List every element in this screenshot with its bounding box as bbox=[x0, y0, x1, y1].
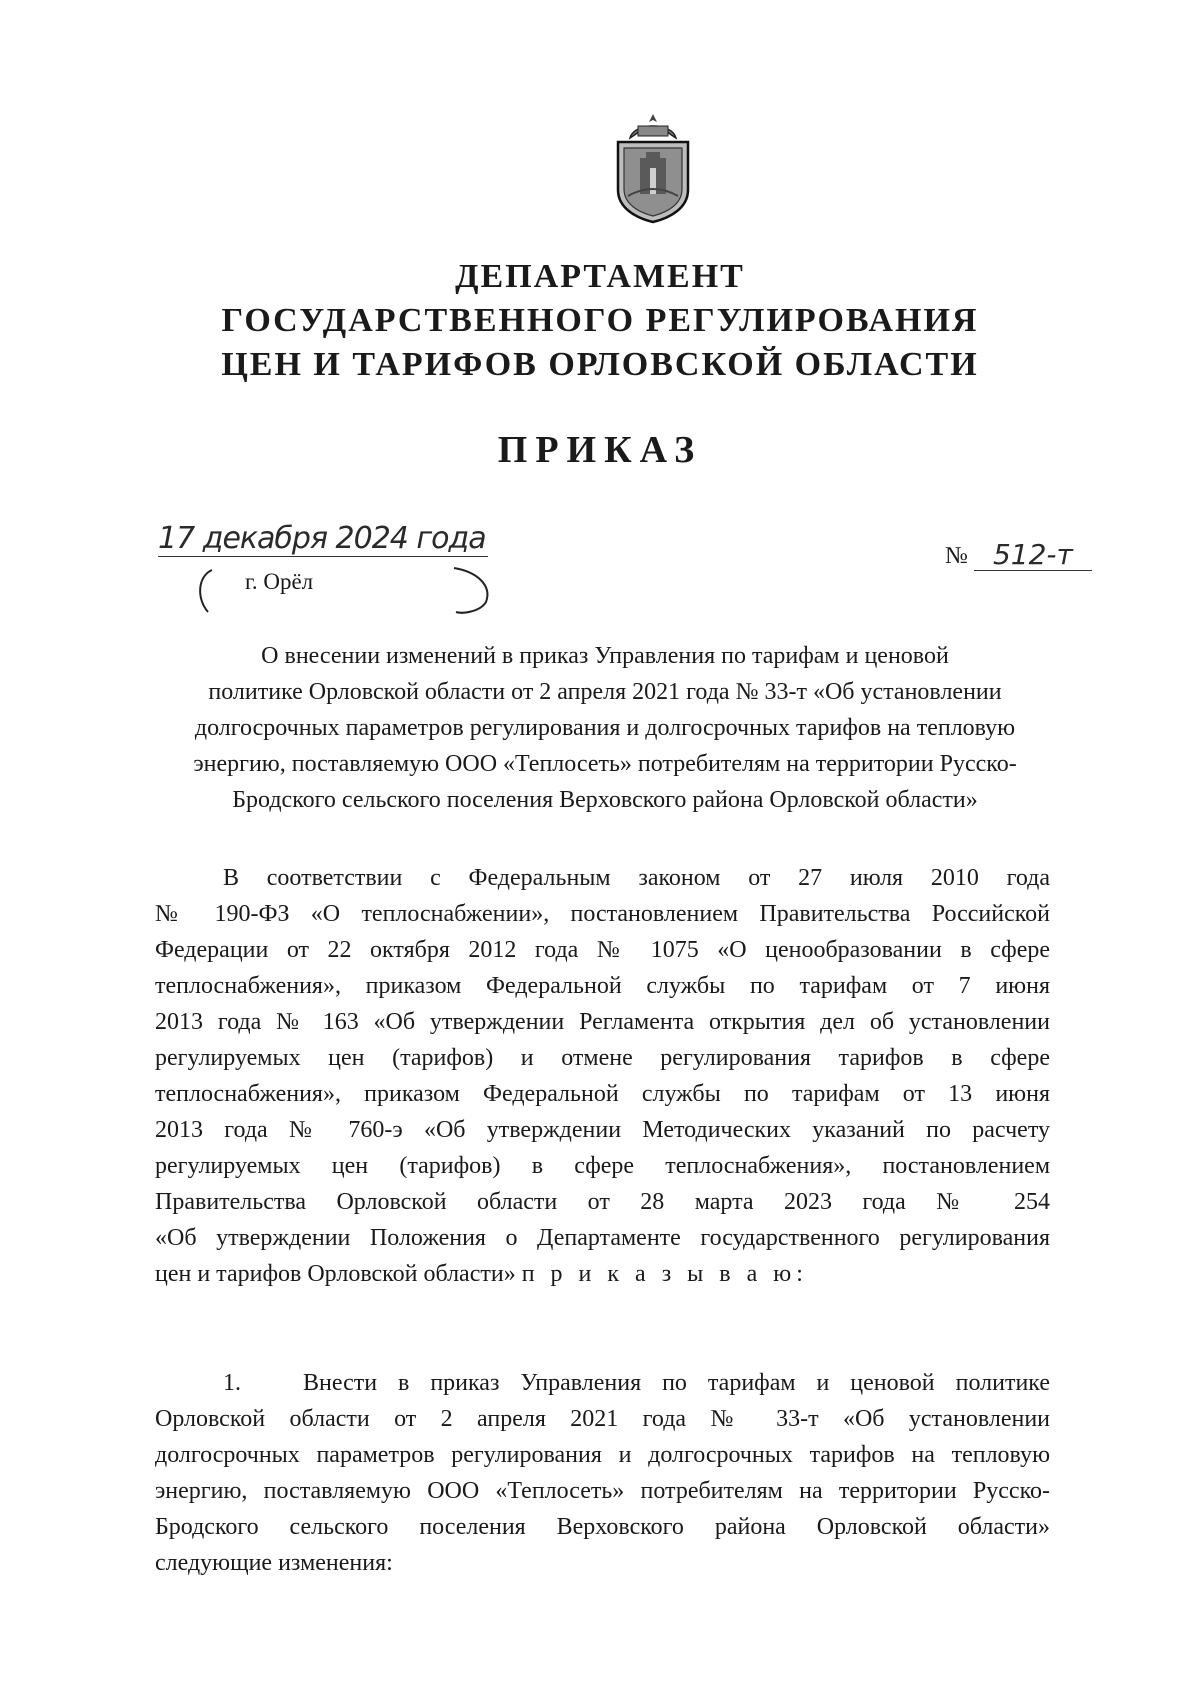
coat-of-arms-icon bbox=[610, 112, 696, 224]
subject-line: Бродского сельского поселения Верховского района Орловской области» bbox=[232, 787, 978, 813]
preamble-line: «Об утверждении Положения о Департаменте государственного регулирования bbox=[155, 1225, 1050, 1251]
order-subject bbox=[155, 638, 1055, 818]
subject-line: долгосрочных параметров регулирования и долгосрочных тарифов на тепловую bbox=[194, 715, 1016, 741]
handwritten-date: 17 декабря 2024 года bbox=[158, 522, 488, 557]
department-line-2: ГОСУДАРСТВЕННОГО РЕГУЛИРОВАНИЯ bbox=[221, 302, 979, 339]
preamble-line: регулируемых цен (тарифов) и отмене регулирования тарифов в сфере bbox=[155, 1045, 1050, 1071]
item-1-line: следующие изменения: bbox=[155, 1550, 393, 1576]
number-sign: № bbox=[945, 543, 968, 569]
preamble-line: Правительства Орловской области от 28 марта 2023 года № 254 bbox=[155, 1189, 1050, 1215]
item-1-paragraph bbox=[155, 1365, 1050, 1581]
item-1-first-line bbox=[155, 1365, 1050, 1401]
preamble-line: Федерации от 22 октября 2012 года № 1075 «О ценообразовании в сфере bbox=[155, 937, 1050, 963]
item-1-line: Бродского сельского поселения Верховского района Орловской области» bbox=[155, 1514, 1050, 1540]
bracket-left-icon bbox=[190, 568, 230, 616]
preamble-line: теплоснабжения», приказом Федеральной службы по тарифам от 7 июня bbox=[155, 973, 1050, 999]
handwritten-number: 512-т bbox=[974, 540, 1092, 571]
order-number bbox=[945, 540, 1092, 571]
preamble-last-text: цен и тарифов Орловской области» bbox=[155, 1261, 516, 1287]
subject-line: О внесении изменений в приказ Управления по тарифам и ценовой bbox=[261, 643, 949, 669]
item-1-line: Внести в приказ Управления по тарифам и ценовой политике bbox=[303, 1370, 1050, 1396]
item-1-line: долгосрочных параметров регулирования и долгосрочных тарифов на тепловую bbox=[155, 1442, 1050, 1468]
document-type-title: ПРИКАЗ bbox=[497, 429, 703, 471]
preamble-line: № 190-ФЗ «О теплоснабжении», постановлением Правительства Российской bbox=[155, 901, 1050, 927]
bracket-right-icon bbox=[448, 566, 496, 616]
preamble-line: регулируемых цен (тарифов) в сфере теплоснабжения», постановлением bbox=[155, 1153, 1050, 1179]
orders-word: п р и к а з ы в а ю: bbox=[521, 1261, 808, 1287]
item-1-line: энергию, поставляемую ООО «Теплосеть» потребителям на территории Русско- bbox=[155, 1478, 1050, 1504]
city-label: г. Орёл bbox=[245, 569, 314, 594]
preamble-line: 2013 года № 163 «Об утверждении Регламента открытия дел об установлении bbox=[155, 1009, 1050, 1035]
subject-line: энергию, поставляемую ООО «Теплосеть» потребителям на территории Русско- bbox=[193, 751, 1017, 777]
department-line-1: ДЕПАРТАМЕНТ bbox=[455, 258, 745, 295]
preamble-last-line bbox=[155, 1256, 1050, 1292]
item-1-line: Орловской области от 2 апреля 2021 года № 33-т «Об установлении bbox=[155, 1406, 1050, 1432]
preamble-line: теплоснабжения», приказом Федеральной службы по тарифам от 13 июня bbox=[155, 1081, 1050, 1107]
preamble-line: В соответствии с Федеральным законом от 27 июля 2010 года bbox=[223, 865, 1050, 891]
preamble-line: 2013 года № 760-э «Об утверждении Методических указаний по расчету bbox=[155, 1117, 1050, 1143]
department-name bbox=[150, 255, 1050, 387]
preamble-paragraph bbox=[155, 860, 1050, 1292]
department-line-3: ЦЕН И ТАРИФОВ ОРЛОВСКОЙ ОБЛАСТИ bbox=[221, 346, 979, 383]
subject-line: политике Орловской области от 2 апреля 2021 года № 33-т «Об установлении bbox=[208, 679, 1002, 705]
item-number: 1. bbox=[223, 1370, 241, 1396]
